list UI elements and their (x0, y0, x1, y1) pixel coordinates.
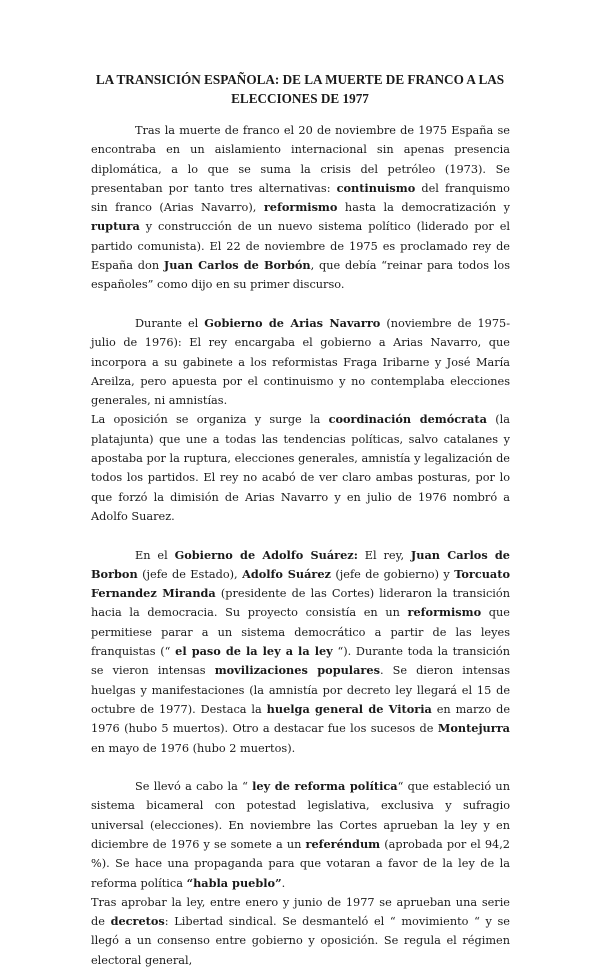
text-run: . (281, 876, 286, 890)
bold-term-ley-reforma: ley de reforma política (252, 779, 398, 794)
bold-term-paso-ley: el paso de la ley a la ley (175, 644, 333, 659)
text-run: , que debía “reinar para todos los españoles” como dijo en su primer discurso. (91, 259, 511, 292)
text-run: El rey, (357, 548, 411, 562)
text-run: (presidente de las Cortes) lideraron la transición hacia la democracia. Su proyecto consistía en un (91, 587, 510, 620)
text-run: Tras la muerte de franco el 20 de noviembre de 1975 España se encontraba en un aislamiento internacional sin apenas presencia diplomática, a lo que se suma la crisis del petróleo (1973). Se presentaban por tanto tres alternativas: (91, 124, 510, 195)
bold-term-reformismo-2: reformismo (407, 605, 482, 620)
paragraph-intro (91, 121, 510, 295)
text-run: (jefe de gobierno) y (330, 567, 455, 581)
text-run: Durante el (135, 316, 205, 330)
text-run: que permitiese parar a un sistema democrático a partir de las leyes franquistas (“ (91, 606, 510, 659)
bold-term-decretos: decretos (110, 914, 165, 929)
paragraph-adolfo-suarez (91, 546, 510, 758)
bold-term-juan-carlos-borbon: Juan Carlos de Borbon (91, 547, 510, 581)
bold-term-reformismo: reformismo (263, 200, 338, 215)
bold-term-coordinacion: coordinación demócrata (328, 412, 487, 427)
paragraph-arias-navarro (91, 314, 510, 410)
text-run: y construcción de un nuevo sistema político (liderado por el partido comunista). El 22 de noviembre de 1975 es proclamado rey de España don (91, 220, 510, 273)
bold-term-referendum: referéndum (305, 836, 381, 851)
text-run: . Se dieron intensas huelgas y manifestaciones (la amnistía por decreto ley llegará el 15 de octubre de 1977). Destaca la (91, 664, 511, 716)
page-title: LA TRANSICIÓN ESPAÑOLA: DE LA MUERTE DE FRANCO A LAS ELECCIONES DE 1977 (95, 72, 505, 106)
text-run: En el (135, 548, 175, 562)
bold-term-continuismo: continuismo (336, 180, 416, 195)
text-run: hasta la democratización y (337, 201, 510, 215)
bold-term-gobierno-arias: Gobierno de Arias Navarro (204, 315, 381, 330)
paragraph-oposicion (91, 410, 510, 526)
bold-term-huelga-vitoria: huelga general de Vitoria (266, 701, 432, 716)
text-run: “). Durante toda la transición se vieron intensas (91, 645, 511, 678)
bold-term-juan-carlos: Juan Carlos de Borbón (163, 258, 311, 273)
bold-term-adolfo-suarez: Adolfo Suárez (242, 566, 331, 581)
text-run: : Libertad sindical. Se desmanteló el “ movimiento “ y se llegó a un consenso entre gobierno y oposición. Se regula el régimen electoral general, (91, 915, 510, 967)
paragraph-decretos (91, 893, 510, 970)
text-run: Se llevó a cabo la “ (135, 780, 253, 794)
bold-term-habla-pueblo: “habla pueblo” (186, 875, 282, 890)
text-run: en mayo de 1976 (hubo 2 muertos). (91, 741, 296, 755)
text-run: Tras aprobar la ley, entre enero y junio de 1977 se aprueban una serie de (91, 895, 510, 929)
bold-term-movilizaciones: movilizaciones populares (214, 663, 380, 678)
bold-term-montejurra: Montejurra (437, 721, 510, 736)
text-run: en marzo de 1976 (hubo 5 muertos). Otro a destacar fue los sucesos de (91, 702, 511, 736)
document-body (91, 121, 510, 970)
text-run: (la platajunta) que une a todas las tendencias políticas, salvo catalanes y apostaba por la ruptura, elecciones generales, amnistía y legalización de todos los partidos. El rey no acabó de ver claro ambas posturas, por lo que forzó la dimisión de Arias Navarro y en julio de 1976 nombró a Adolfo Suarez. (91, 413, 510, 523)
bold-term-gobierno-suarez: Gobierno de Adolfo Suárez: (174, 547, 358, 562)
text-run: (aprobada por el 94,2 %). Se hace una propaganda para que votaran a favor de la ley de la reforma política (91, 837, 510, 890)
text-run: del franquismo sin franco (Arias Navarro), (91, 181, 510, 215)
paragraph-reforma-politica (91, 777, 510, 893)
bold-term-ruptura: ruptura (91, 219, 140, 234)
text-run: “ que estableció un sistema bicameral con potestad legislativa, exclusiva y sufragio universal (elecciones). En noviembre las Cortes aprueban la ley y en diciembre de 1976 y se somete a un (91, 780, 510, 851)
text-run: La oposición se organiza y surge la (91, 413, 329, 427)
text-run: (noviembre de 1975-julio de 1976): El rey encargaba el gobierno a Arias Navarro, que incorpora a su gabinete a los reformistas Fraga Iribarne y José María Areilza, pero apuesta por el continuismo y no contemplaba elecciones generales, ni amnistías. (91, 316, 511, 408)
bold-term-torcuato: Torcuato Fernandez Miranda (91, 566, 510, 601)
text-run: (jefe de Estado), (137, 567, 243, 581)
